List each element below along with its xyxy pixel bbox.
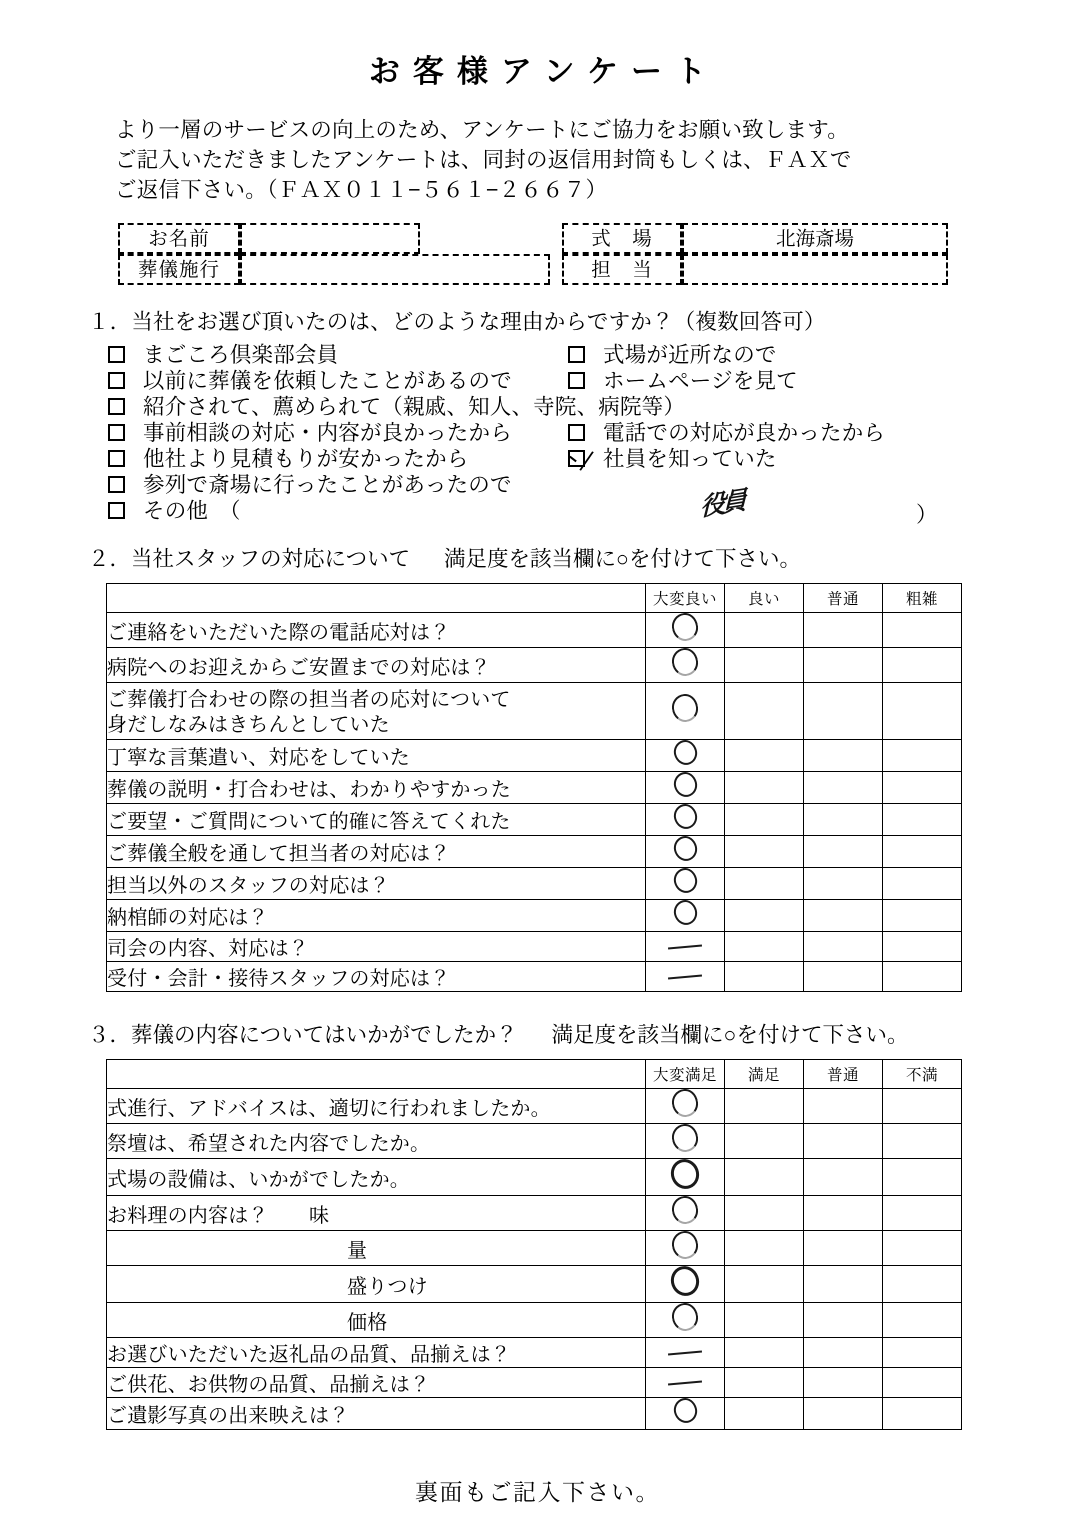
table-row	[107, 1089, 962, 1124]
q1-option-right-2[interactable]	[568, 420, 885, 446]
page-title: お客様アンケート	[368, 54, 720, 89]
rating-cell[interactable]	[883, 804, 962, 836]
q1-option-label: まごころ倶楽部会員	[143, 343, 339, 367]
question-column-header	[107, 1060, 646, 1089]
rating-cell[interactable]	[725, 613, 804, 648]
rating-column-header: 良い	[725, 584, 804, 613]
rating-cell[interactable]	[646, 1159, 725, 1196]
table-header-row	[107, 1060, 962, 1089]
question-label	[107, 1196, 646, 1231]
service-field[interactable]	[240, 254, 550, 285]
answer-mark-circle	[671, 898, 699, 928]
answer-mark-circle	[670, 1194, 700, 1225]
question-label	[107, 683, 646, 740]
rating-cell[interactable]	[725, 836, 804, 868]
rating-cell[interactable]	[883, 683, 962, 740]
rating-cell[interactable]	[804, 1089, 883, 1124]
question-1-options	[88, 342, 968, 527]
question-label-line: 価格	[347, 1311, 388, 1334]
q1-option-label: その他 （	[143, 499, 241, 523]
hall-field[interactable]: 北海斎場	[682, 223, 948, 254]
answer-mark-circle	[670, 1229, 700, 1260]
rating-cell[interactable]	[725, 1266, 804, 1303]
question-label-line: ご葬儀全般を通して担当者の対応は？	[107, 843, 451, 865]
table-row	[107, 1196, 962, 1231]
answer-mark-circle	[671, 1396, 699, 1426]
answer-mark-circle	[670, 692, 700, 723]
rating-cell[interactable]	[883, 836, 962, 868]
rating-cell[interactable]	[883, 740, 962, 772]
table-row	[107, 772, 962, 804]
question-label	[107, 868, 646, 900]
question-label	[107, 932, 646, 962]
question-label-line: 受付・会計・接待スタッフの対応は？	[107, 968, 451, 990]
rating-column-header: 普通	[804, 584, 883, 613]
rating-cell[interactable]	[646, 868, 725, 900]
table-row	[107, 900, 962, 932]
q1-option-left-2[interactable]	[108, 394, 685, 420]
rating-cell[interactable]	[646, 1398, 725, 1430]
question-label	[107, 1266, 646, 1303]
rating-cell[interactable]	[883, 868, 962, 900]
rating-cell[interactable]	[646, 740, 725, 772]
question-1-heading: １．当社をお選び頂いたのは、どのような理由からですか？（複数回答可）	[88, 310, 826, 334]
rating-cell[interactable]	[804, 836, 883, 868]
rating-cell[interactable]	[725, 900, 804, 932]
checkbox-icon[interactable]	[108, 398, 125, 415]
question-label	[107, 648, 646, 683]
q1-option-left-4[interactable]	[108, 446, 469, 472]
checkbox-icon[interactable]	[568, 372, 585, 389]
rating-cell[interactable]	[883, 1089, 962, 1124]
question-label	[107, 1124, 646, 1159]
question-3-heading-sub: 満足度を該当欄に○を付けて下さい。	[551, 1023, 909, 1047]
question-label	[107, 836, 646, 868]
rating-cell[interactable]	[883, 1338, 962, 1368]
rating-cell[interactable]	[804, 962, 883, 992]
rating-cell[interactable]	[646, 1303, 725, 1338]
rating-cell[interactable]	[883, 1368, 962, 1398]
rating-cell[interactable]	[804, 1266, 883, 1303]
table-row	[107, 613, 962, 648]
question-label-line: 病院へのお迎えからご安置までの対応は？	[107, 656, 491, 679]
q1-option-left-1[interactable]	[108, 368, 512, 394]
rating-cell[interactable]	[725, 1124, 804, 1159]
checkbox-checked-icon[interactable]	[568, 450, 585, 467]
rating-cell[interactable]	[804, 1398, 883, 1430]
rating-cell[interactable]	[725, 962, 804, 992]
rating-cell[interactable]	[804, 613, 883, 648]
question-label-line: 量	[347, 1239, 368, 1262]
rating-cell[interactable]	[883, 1196, 962, 1231]
rating-cell[interactable]	[725, 932, 804, 962]
table-row	[107, 1368, 962, 1398]
q1-option-label: 以前に葬儀を依頼したことがあるので	[143, 369, 512, 393]
question-2-heading-main: ２．当社スタッフの対応について	[88, 547, 411, 571]
question-label-line: 身だしなみはきちんとしていた	[107, 714, 390, 736]
table-row	[107, 932, 962, 962]
question-label	[107, 613, 646, 648]
rating-column-header: 満足	[725, 1060, 804, 1089]
checkbox-icon[interactable]	[108, 424, 125, 441]
q1-option-right-3[interactable]	[568, 446, 777, 472]
question-label-line: ご連絡をいただいた際の電話応対は？	[107, 621, 451, 644]
question-label	[107, 900, 646, 932]
rating-cell[interactable]	[725, 1089, 804, 1124]
rating-cell[interactable]	[646, 1124, 725, 1159]
table-row	[107, 1338, 962, 1368]
question-label-line: ご葬儀打合わせの際の担当者の応対について	[107, 689, 511, 711]
rating-cell[interactable]	[804, 1368, 883, 1398]
question-label	[107, 1089, 646, 1124]
rating-cell[interactable]	[804, 648, 883, 683]
question-label-line: ご遺影写真の出来映えは？	[107, 1405, 350, 1427]
intro-line-3: ご返信下さい。（ＦＡＸ０１１−５６１−２６６７）	[115, 178, 608, 202]
question-label	[107, 1398, 646, 1430]
name-label: お名前	[118, 223, 240, 254]
question-label	[107, 740, 646, 772]
rating-cell[interactable]	[646, 683, 725, 740]
question-label	[107, 804, 646, 836]
customer-info-form	[118, 223, 948, 285]
rating-cell[interactable]	[646, 1089, 725, 1124]
answer-mark-circle	[671, 866, 699, 896]
question-3-heading	[88, 1018, 1075, 1049]
table-row	[107, 1266, 962, 1303]
footer-note: 裏面もご記入下さい。	[415, 1479, 660, 1505]
rating-cell[interactable]	[883, 1303, 962, 1338]
question-label-line: 丁寧な言葉遣い、対応をしていた	[107, 747, 410, 769]
checkbox-icon[interactable]	[108, 372, 125, 389]
rating-cell[interactable]	[646, 804, 725, 836]
rating-cell[interactable]	[804, 683, 883, 740]
rating-cell[interactable]	[883, 1159, 962, 1196]
rating-cell[interactable]	[804, 1303, 883, 1338]
rating-cell[interactable]	[804, 1338, 883, 1368]
question-label	[107, 962, 646, 992]
intro-line-1: より一層のサービスの向上のため、アンケートにご協力をお願い致します。	[115, 118, 849, 142]
staff-label: 担 当	[562, 254, 682, 285]
question-2-heading	[88, 542, 1075, 573]
checkbox-icon[interactable]	[568, 346, 585, 363]
answer-mark-dash	[668, 1350, 702, 1355]
question-1	[88, 305, 1075, 527]
question-label	[107, 772, 646, 804]
table-row	[107, 868, 962, 900]
q1-option-label: 事前相談の対応・内容が良かったから	[143, 421, 512, 445]
rating-column-header: 不満	[883, 1060, 962, 1089]
rating-cell[interactable]	[646, 1196, 725, 1231]
answer-mark-circle	[671, 802, 699, 832]
question-label-line: ご供花、お供物の品質、品揃えは？	[107, 1374, 431, 1396]
intro-line-2: ご記入いただきましたアンケートは、同封の返信用封筒もしくは、ＦＡＸで	[115, 148, 852, 172]
rating-cell[interactable]	[646, 932, 725, 962]
rating-cell[interactable]	[725, 1196, 804, 1231]
rating-cell[interactable]	[725, 648, 804, 683]
rating-cell[interactable]	[883, 1124, 962, 1159]
question-label	[107, 1368, 646, 1398]
answer-mark-circle	[670, 611, 700, 642]
question-column-header	[107, 584, 646, 613]
table-row	[107, 1231, 962, 1266]
q1-option-left-0[interactable]	[108, 342, 338, 368]
rating-cell[interactable]	[804, 1196, 883, 1231]
table-row	[107, 1398, 962, 1430]
rating-column-header: 大変良い	[646, 584, 725, 613]
rating-cell[interactable]	[883, 1398, 962, 1430]
answer-mark-circle	[671, 738, 699, 768]
name-field[interactable]	[240, 223, 420, 254]
q1-option-left-3[interactable]	[108, 420, 512, 446]
table-row	[107, 740, 962, 772]
table-row	[107, 1159, 962, 1196]
rating-cell[interactable]	[883, 932, 962, 962]
rating-cell[interactable]	[646, 1266, 725, 1303]
q1-option-label: 紹介されて、薦められて（親戚、知人、寺院、病院等）	[143, 395, 686, 419]
q1-option-left-5[interactable]	[108, 472, 512, 498]
question-label-line: ご要望・ご質問について的確に答えてくれた	[107, 811, 511, 833]
rating-cell[interactable]	[883, 1266, 962, 1303]
q1-option-right-0[interactable]	[568, 342, 777, 368]
rating-cell[interactable]	[646, 836, 725, 868]
question-label-line: 式場の設備は、いかがでしたか。	[107, 1168, 410, 1191]
rating-cell[interactable]	[883, 648, 962, 683]
rating-cell[interactable]	[725, 804, 804, 836]
q1-option-label: 参列で斎場に行ったことがあったので	[143, 473, 512, 497]
answer-mark-circle	[670, 1301, 700, 1332]
intro-paragraph	[115, 115, 1075, 205]
rating-cell[interactable]	[725, 1159, 804, 1196]
rating-cell[interactable]	[725, 772, 804, 804]
rating-cell[interactable]	[725, 1338, 804, 1368]
table-row	[107, 1124, 962, 1159]
rating-cell[interactable]	[804, 1124, 883, 1159]
checkbox-icon[interactable]	[568, 424, 585, 441]
question-label-line: 司会の内容、対応は？	[107, 938, 309, 960]
rating-cell[interactable]	[883, 1231, 962, 1266]
checkbox-icon[interactable]	[108, 346, 125, 363]
q1-option-right-1[interactable]	[568, 368, 798, 394]
hall-label: 式 場	[562, 223, 682, 254]
answer-mark-dash	[668, 1380, 702, 1385]
q1-option-label: ホームページを見て	[603, 369, 798, 393]
rating-cell[interactable]	[646, 648, 725, 683]
question-label-line: 祭壇は、希望された内容でしたか。	[107, 1132, 431, 1155]
rating-cell[interactable]	[646, 772, 725, 804]
rating-cell[interactable]	[883, 962, 962, 992]
question-2-heading-sub: 満足度を該当欄に○を付けて下さい。	[444, 547, 802, 571]
rating-cell[interactable]	[725, 1303, 804, 1338]
rating-cell[interactable]	[725, 1368, 804, 1398]
other-closing-paren: ）	[916, 503, 938, 527]
staff-rating-table	[106, 583, 962, 992]
rating-cell[interactable]	[646, 1231, 725, 1266]
answer-mark-dash	[668, 944, 702, 949]
answer-mark-circle	[670, 646, 700, 677]
rating-column-header: 普通	[804, 1060, 883, 1089]
table-row	[107, 962, 962, 992]
table-row	[107, 804, 962, 836]
rating-cell[interactable]	[804, 772, 883, 804]
rating-cell[interactable]	[725, 740, 804, 772]
rating-cell[interactable]	[804, 804, 883, 836]
rating-cell[interactable]	[646, 1368, 725, 1398]
question-label	[107, 1338, 646, 1368]
question-3-table-wrap	[106, 1059, 961, 1430]
question-label-line: 式進行、アドバイスは、適切に行われましたか。	[107, 1097, 551, 1120]
rating-cell[interactable]	[725, 1231, 804, 1266]
staff-field[interactable]	[682, 254, 948, 285]
service-label: 葬儀施行	[118, 254, 240, 285]
rating-cell[interactable]	[646, 900, 725, 932]
rating-column-header: 大変満足	[646, 1060, 725, 1089]
question-2-table-wrap	[106, 583, 961, 992]
rating-cell[interactable]	[804, 900, 883, 932]
rating-cell[interactable]	[804, 868, 883, 900]
q1-option-label: 式場が近所なので	[603, 343, 777, 367]
question-3-heading-main: ３．葬儀の内容についてはいかがでしたか？	[88, 1023, 518, 1047]
answer-mark-circle	[667, 1155, 704, 1193]
question-label-line: お料理の内容は？ 味	[107, 1204, 330, 1227]
handwritten-note: 役員	[699, 485, 744, 522]
answer-mark-circle	[670, 1122, 700, 1153]
question-label-line: お選びいただいた返礼品の品質、品揃えは？	[107, 1344, 511, 1366]
answer-mark-circle	[667, 1262, 704, 1300]
rating-cell[interactable]	[804, 1159, 883, 1196]
checkbox-icon[interactable]	[108, 476, 125, 493]
question-label-line: 葬儀の説明・打合わせは、わかりやすかった	[107, 779, 511, 801]
rating-cell[interactable]	[804, 932, 883, 962]
question-label-line: 盛りつけ	[347, 1275, 428, 1298]
rating-cell[interactable]	[725, 683, 804, 740]
q1-option-label: 電話での対応が良かったから	[603, 421, 886, 445]
table-row	[107, 648, 962, 683]
answer-mark-circle	[670, 1087, 700, 1118]
rating-cell[interactable]	[725, 868, 804, 900]
q1-option-label: 社員を知っていた	[603, 447, 777, 471]
answer-mark-circle	[671, 770, 699, 800]
rating-cell[interactable]	[646, 1338, 725, 1368]
content-rating-table	[106, 1059, 962, 1430]
rating-cell[interactable]	[883, 772, 962, 804]
table-row	[107, 836, 962, 868]
q1-option-label: 他社より見積もりが安かったから	[143, 447, 469, 471]
question-label	[107, 1303, 646, 1338]
table-header-row	[107, 584, 962, 613]
rating-cell[interactable]	[883, 613, 962, 648]
rating-cell[interactable]	[804, 1231, 883, 1266]
rating-cell[interactable]	[646, 613, 725, 648]
rating-column-header: 粗雑	[883, 584, 962, 613]
table-row	[107, 683, 962, 740]
answer-mark-circle	[671, 834, 699, 864]
question-label	[107, 1159, 646, 1196]
checkbox-icon[interactable]	[108, 450, 125, 467]
q1-option-left-6[interactable]	[108, 498, 241, 524]
answer-mark-dash	[668, 974, 702, 979]
rating-cell[interactable]	[646, 962, 725, 992]
rating-cell[interactable]	[883, 900, 962, 932]
question-label	[107, 1231, 646, 1266]
table-row	[107, 1303, 962, 1338]
question-label-line: 納棺師の対応は？	[107, 907, 269, 929]
rating-cell[interactable]	[725, 1398, 804, 1430]
question-label-line: 担当以外のスタッフの対応は？	[107, 875, 390, 897]
checkbox-icon[interactable]	[108, 502, 125, 519]
rating-cell[interactable]	[804, 740, 883, 772]
